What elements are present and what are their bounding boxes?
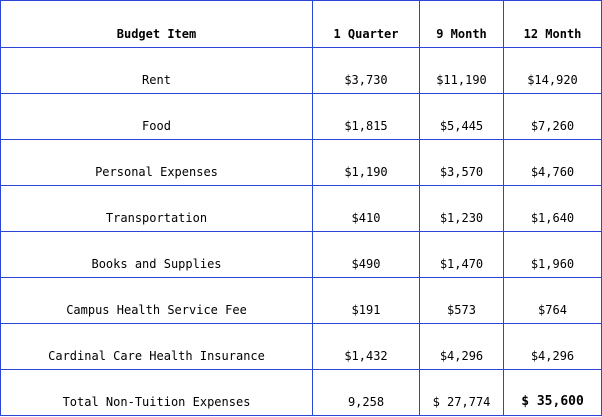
table-row	[1, 324, 602, 370]
header-1-quarter: 1 Quarter	[313, 1, 420, 48]
nine-month-cell: $1,230	[420, 186, 504, 232]
total-nine-month-cell: $ 27,774	[420, 370, 504, 416]
item-cell: Food	[1, 94, 313, 140]
item-cell: Personal Expenses	[1, 140, 313, 186]
item-cell: Campus Health Service Fee	[1, 278, 313, 324]
item-cell: Cardinal Care Health Insurance	[1, 324, 313, 370]
item-cell: Rent	[1, 48, 313, 94]
nine-month-cell: $573	[420, 278, 504, 324]
total-row	[1, 370, 602, 416]
twelve-month-cell: $4,760	[504, 140, 602, 186]
table-row	[1, 232, 602, 278]
twelve-month-cell: $14,920	[504, 48, 602, 94]
nine-month-cell: $11,190	[420, 48, 504, 94]
nine-month-cell: $3,570	[420, 140, 504, 186]
quarter-cell: $1,432	[313, 324, 420, 370]
twelve-month-cell: $7,260	[504, 94, 602, 140]
total-item-cell: Total Non-Tuition Expenses	[1, 370, 313, 416]
header-12-month: 12 Month	[504, 1, 602, 48]
quarter-cell: $3,730	[313, 48, 420, 94]
quarter-cell: $1,190	[313, 140, 420, 186]
nine-month-cell: $1,470	[420, 232, 504, 278]
table-row	[1, 186, 602, 232]
nine-month-cell: $5,445	[420, 94, 504, 140]
quarter-cell: $410	[313, 186, 420, 232]
table-row	[1, 94, 602, 140]
quarter-cell: $191	[313, 278, 420, 324]
item-cell: Books and Supplies	[1, 232, 313, 278]
table-row	[1, 48, 602, 94]
twelve-month-cell: $4,296	[504, 324, 602, 370]
quarter-cell: $490	[313, 232, 420, 278]
header-9-month: 9 Month	[420, 1, 504, 48]
item-cell: Transportation	[1, 186, 313, 232]
header-budget-item: Budget Item	[1, 1, 313, 48]
total-twelve-month-cell: $ 35,600	[504, 370, 602, 416]
total-quarter-cell: 9,258	[313, 370, 420, 416]
twelve-month-cell: $1,960	[504, 232, 602, 278]
twelve-month-cell: $1,640	[504, 186, 602, 232]
twelve-month-cell: $764	[504, 278, 602, 324]
quarter-cell: $1,815	[313, 94, 420, 140]
table-row	[1, 278, 602, 324]
nine-month-cell: $4,296	[420, 324, 504, 370]
header-row	[1, 1, 602, 48]
table-row	[1, 140, 602, 186]
